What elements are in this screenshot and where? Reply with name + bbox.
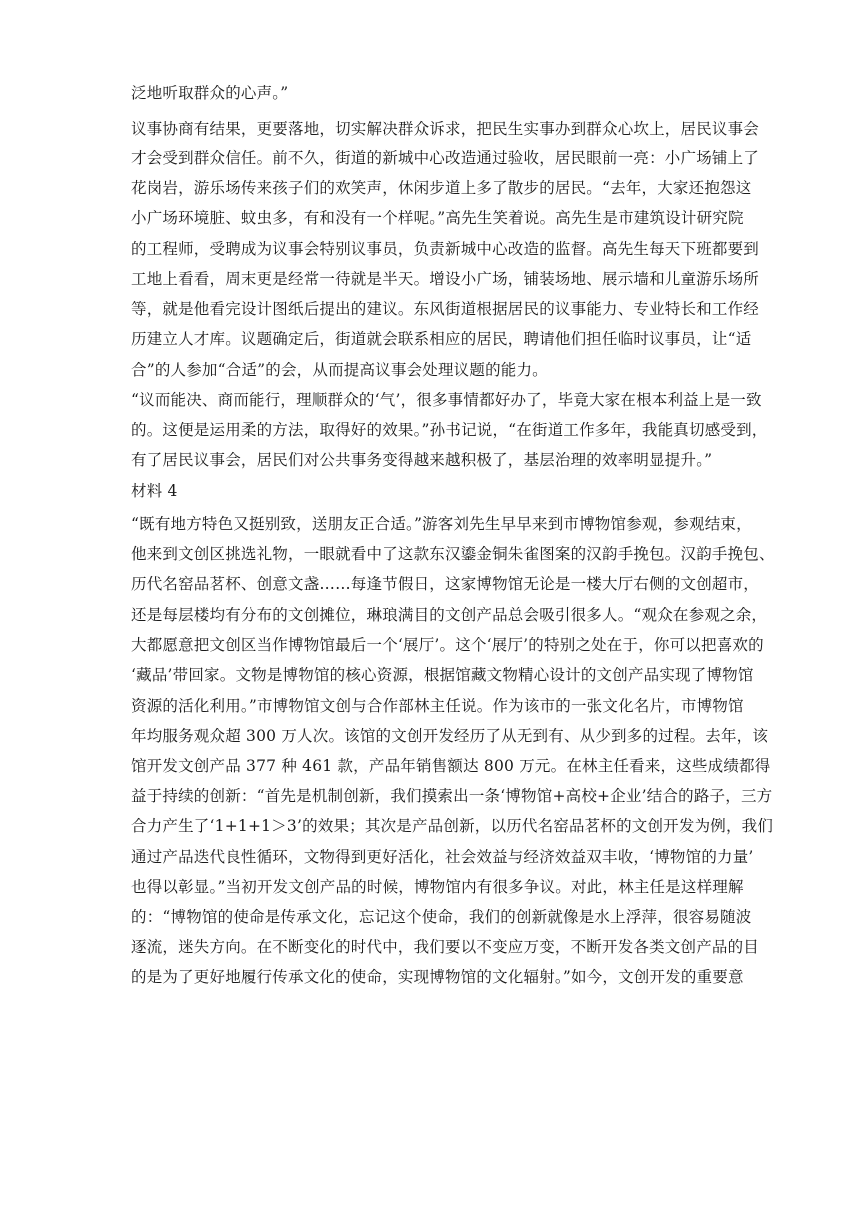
text-line: 益于持续的创新：“首先是机制创新，我们摸索出一条‘博物馆+高校+企业’结合的路子，三方 [131, 787, 773, 805]
text-line: 才会受到群众信任。前不久，街道的新城中心改造通过验收，居民眼前一亮：小广场铺上了 [131, 149, 760, 167]
text-line: 花岗岩，游乐场传来孩子们的欢笑声，休闲步道上多了散步的居民。“去年，大家还抱怨这 [131, 179, 752, 197]
text-line: ‘藏品’带回家。文物是博物馆的核心资源，根据馆藏文物精心设计的文创产品实现了博物馆 [131, 666, 754, 684]
text-line: 的：“博物馆的使命是传承文化，忘记这个使命，我们的创新就像是水上浮萍，很容易随波 [131, 908, 752, 926]
text-line: 大都愿意把文创区当作博物馆最后一个‘展厅’。这个‘展厅’的特别之处在于，你可以把喜欢的 [131, 636, 764, 654]
section-heading: 材料 4 [131, 482, 178, 500]
text-line: 历代名窑品茗杯、创意文盏……每逢节假日，这家博物馆无论是一楼大厅右侧的文创超市， [131, 575, 760, 593]
text-line: 小广场环境脏、蚊虫多，有和没有一个样呢。”高先生笑着说。高先生是市建筑设计研究院 [131, 209, 744, 227]
text-line: 议事协商有结果，更要落地，切实解决群众诉求，把民生实事办到群众心坎上，居民议事会 [131, 120, 760, 138]
text-line: 泛地听取群众的心声。” [131, 84, 289, 102]
text-line: 还是每层楼均有分布的文创摊位，琳琅满目的文创产品总会吸引很多人。“观众在参观之余， [131, 606, 768, 624]
text-line: 逐流，迷失方向。在不断变化的时代中，我们要以不变应万变，不断开发各类文创产品的目 [131, 938, 760, 956]
text-line: “既有地方特色又挺别致，送朋友正合适。”游客刘先生早早来到市博物馆参观，参观结束， [131, 515, 752, 533]
text-line: 他来到文创区挑选礼物，一眼就看中了这款东汉鎏金铜朱雀图案的汉韵手挽包。汉韵手挽包、 [131, 545, 775, 563]
text-line: 有了居民议事会，居民们对公共事务变得越来越积极了，基层治理的效率明显提升。” [131, 451, 713, 469]
text-line: 历建立人才库。议题确定后，街道就会联系相应的居民，聘请他们担任临时议事员，让“适 [131, 330, 752, 348]
text-line: 通过产品迭代良性循环，文物得到更好活化，社会效益与经济效益双丰收，‘博物馆的力量’ [131, 848, 754, 866]
text-line: 也得以彰显。”当初开发文创产品的时候，博物馆内有很多争议。对此，林主任是这样理解 [131, 878, 744, 896]
text-line: 的工程师，受聘成为议事会特别议事员，负责新城中心改造的监督。高先生每天下班都要到 [131, 240, 760, 258]
text-line: 资源的活化利用。”市博物馆文创与合作部林主任说。作为该市的一张文化名片，市博物馆 [131, 697, 744, 715]
text-line: 工地上看看，周末更是经常一待就是半天。增设小广场，铺装场地、展示墙和儿童游乐场所 [131, 270, 760, 288]
text-line: 的是为了更好地履行传承文化的使命，实现博物馆的文化辐射。”如今，文创开发的重要意 [131, 968, 744, 986]
text-line: 年均服务观众超 300 万人次。该馆的文创开发经历了从无到有、从少到多的过程。去年，该 [131, 727, 769, 745]
text-line: 合”的人参加“合适”的会，从而提高议事会处理议题的能力。 [131, 361, 548, 379]
text-line: 的。这便是运用柔的方法，取得好的效果。”孙书记说，“在街道工作多年，我能真切感受到， [131, 421, 768, 439]
text-line: 馆开发文创产品 377 种 461 款，产品年销售额达 800 万元。在林主任看来，这些成绩都得 [131, 757, 771, 775]
text-line: 合力产生了‘1+1+1＞3’的效果；其次是产品创新，以历代名窑品茗杯的文创开发为例，我们 [131, 817, 774, 835]
text-line: “议而能决、商而能行，理顺群众的‘气’，很多事情都好办了，毕竟大家在根本利益上是一致 [131, 391, 762, 409]
text-line: 等，就是他看完设计图纸后提出的建议。东风街道根据居民的议事能力、专业特长和工作经 [131, 300, 760, 318]
